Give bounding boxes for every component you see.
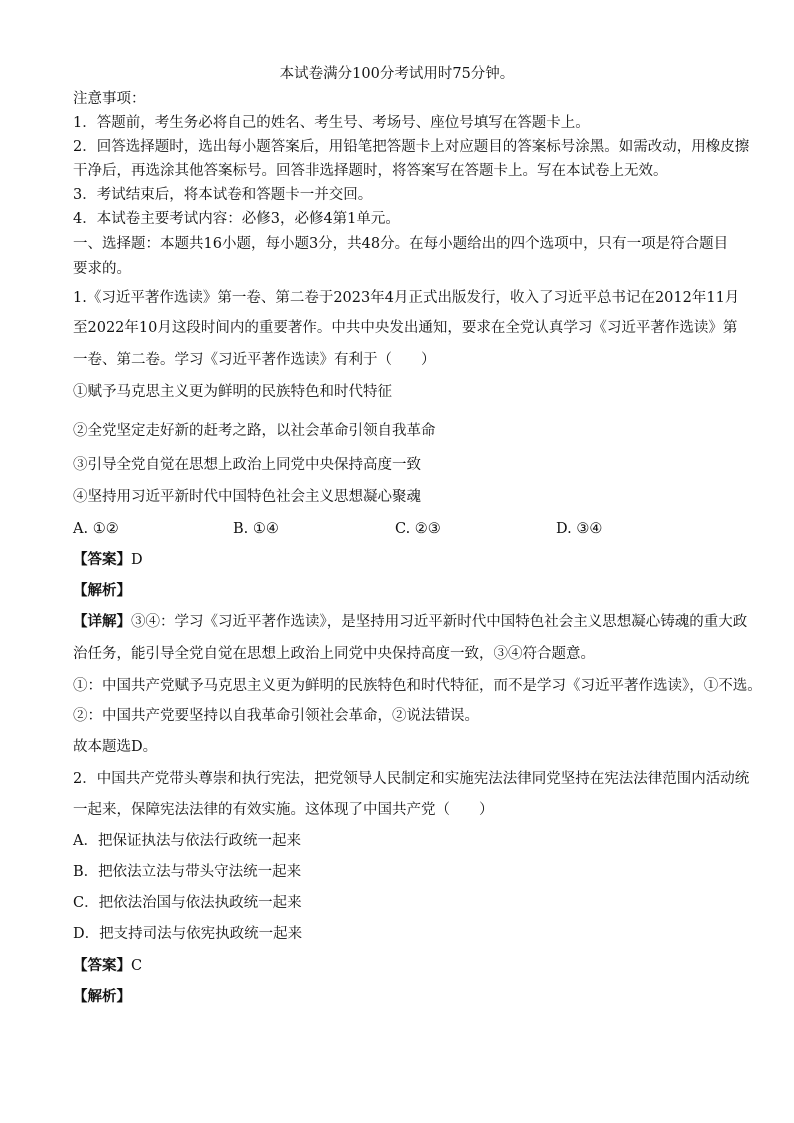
q1-analysis-label: 【解析】 <box>73 582 131 599</box>
q1-stem: 至2022年10月这段时间内的重要著作。中共中央发出通知，要求在全党认真学习《习近平著作选读》第 <box>73 320 738 336</box>
section-heading-cont: 要求的。 <box>73 261 131 277</box>
q2-option-b: B．把依法立法与带头守法统一起来 <box>73 864 302 880</box>
q2-answer <box>73 956 142 976</box>
q1-answer <box>73 550 143 570</box>
q1-detail <box>73 612 747 632</box>
q1-statement: ①赋予马克思主义更为鲜明的民族特色和时代特征 <box>73 384 392 400</box>
q1-detail: 故本题选D。 <box>73 739 158 755</box>
notice-item: 2．回答选择题时，选出每小题答案后，用铅笔把答题卡上对应题目的答案标号涂黑。如需改动，用橡皮擦 <box>73 139 750 155</box>
q1-option-a: A. ①② <box>73 521 119 537</box>
q1-option-d: D. ③④ <box>556 521 603 537</box>
q1-statement: ②全党坚定走好新的赶考之路，以社会革命引领自我革命 <box>73 423 436 439</box>
answer-value: D <box>131 552 143 568</box>
answer-label: 【答案】 <box>73 957 131 974</box>
q1-stem: 一卷、第二卷。学习《习近平著作选读》有利于（ ） <box>73 352 436 368</box>
q2-analysis-label: 【解析】 <box>73 988 131 1005</box>
q1-statement: ④坚持用习近平新时代中国特色社会主义思想凝心聚魂 <box>73 489 421 505</box>
q2-option-a: A．把保证执法与依法行政统一起来 <box>73 833 301 849</box>
detail-label: 【详解】 <box>73 613 131 630</box>
q1-option-c: C. ②③ <box>395 521 441 537</box>
notice-item: 1．答题前，考生务必将自己的姓名、考生号、考场号、座位号填写在答题卡上。 <box>73 115 590 131</box>
q2-option-d: D．把支持司法与依宪执政统一起来 <box>73 926 303 942</box>
notice-item: 干净后，再选涂其他答案标号。回答非选择题时，将答案写在答题卡上。写在本试卷上无效。 <box>73 163 668 179</box>
answer-label: 【答案】 <box>73 551 131 568</box>
q1-detail: ②：中国共产党要坚持以自我革命引领社会革命，②说法错误。 <box>73 708 479 724</box>
q1-stem: 1.《习近平著作选读》第一卷、第二卷于2023年4月正式出版发行，收入了习近平总书记在2012年11月 <box>73 290 740 306</box>
q2-stem: 一起来，保障宪法法律的有效实施。这体现了中国共产党（ ） <box>73 802 494 818</box>
q1-option-b: B. ①④ <box>233 521 279 537</box>
detail-text: ③④：学习《习近平著作选读》，是坚持用习近平新时代中国特色社会主义思想凝心铸魂的重大政 <box>131 614 748 630</box>
q1-statement: ③引导全党自觉在思想上政治上同党中央保持高度一致 <box>73 457 421 473</box>
q2-stem: 2．中国共产党带头尊崇和执行宪法，把党领导人民制定和实施宪法法律同党坚持在宪法法律范围内活动统 <box>73 771 750 787</box>
q2-option-c: C．把依法治国与依法执政统一起来 <box>73 895 302 911</box>
section-heading: 一、选择题：本题共16小题，每小题3分，共48分。在每小题给出的四个选项中，只有一项是符合题目 <box>73 236 729 252</box>
answer-value: C <box>131 958 143 974</box>
q1-detail: 治任务，能引导全党自觉在思想上政治上同党中央保持高度一致，③④符合题意。 <box>73 646 595 662</box>
exam-header: 本试卷满分100分考试用时75分钟。 <box>279 66 515 82</box>
notice-item: 4．本试卷主要考试内容：必修3，必修4第1单元。 <box>73 211 400 227</box>
q1-detail: ①：中国共产党赋予马克思主义更为鲜明的民族特色和时代特征，而不是学习《习近平著作选读》，①不选。 <box>73 678 762 694</box>
notice-item: 3．考试结束后，将本试卷和答题卡一并交回。 <box>73 187 373 203</box>
notice-title: 注意事项： <box>73 91 146 107</box>
